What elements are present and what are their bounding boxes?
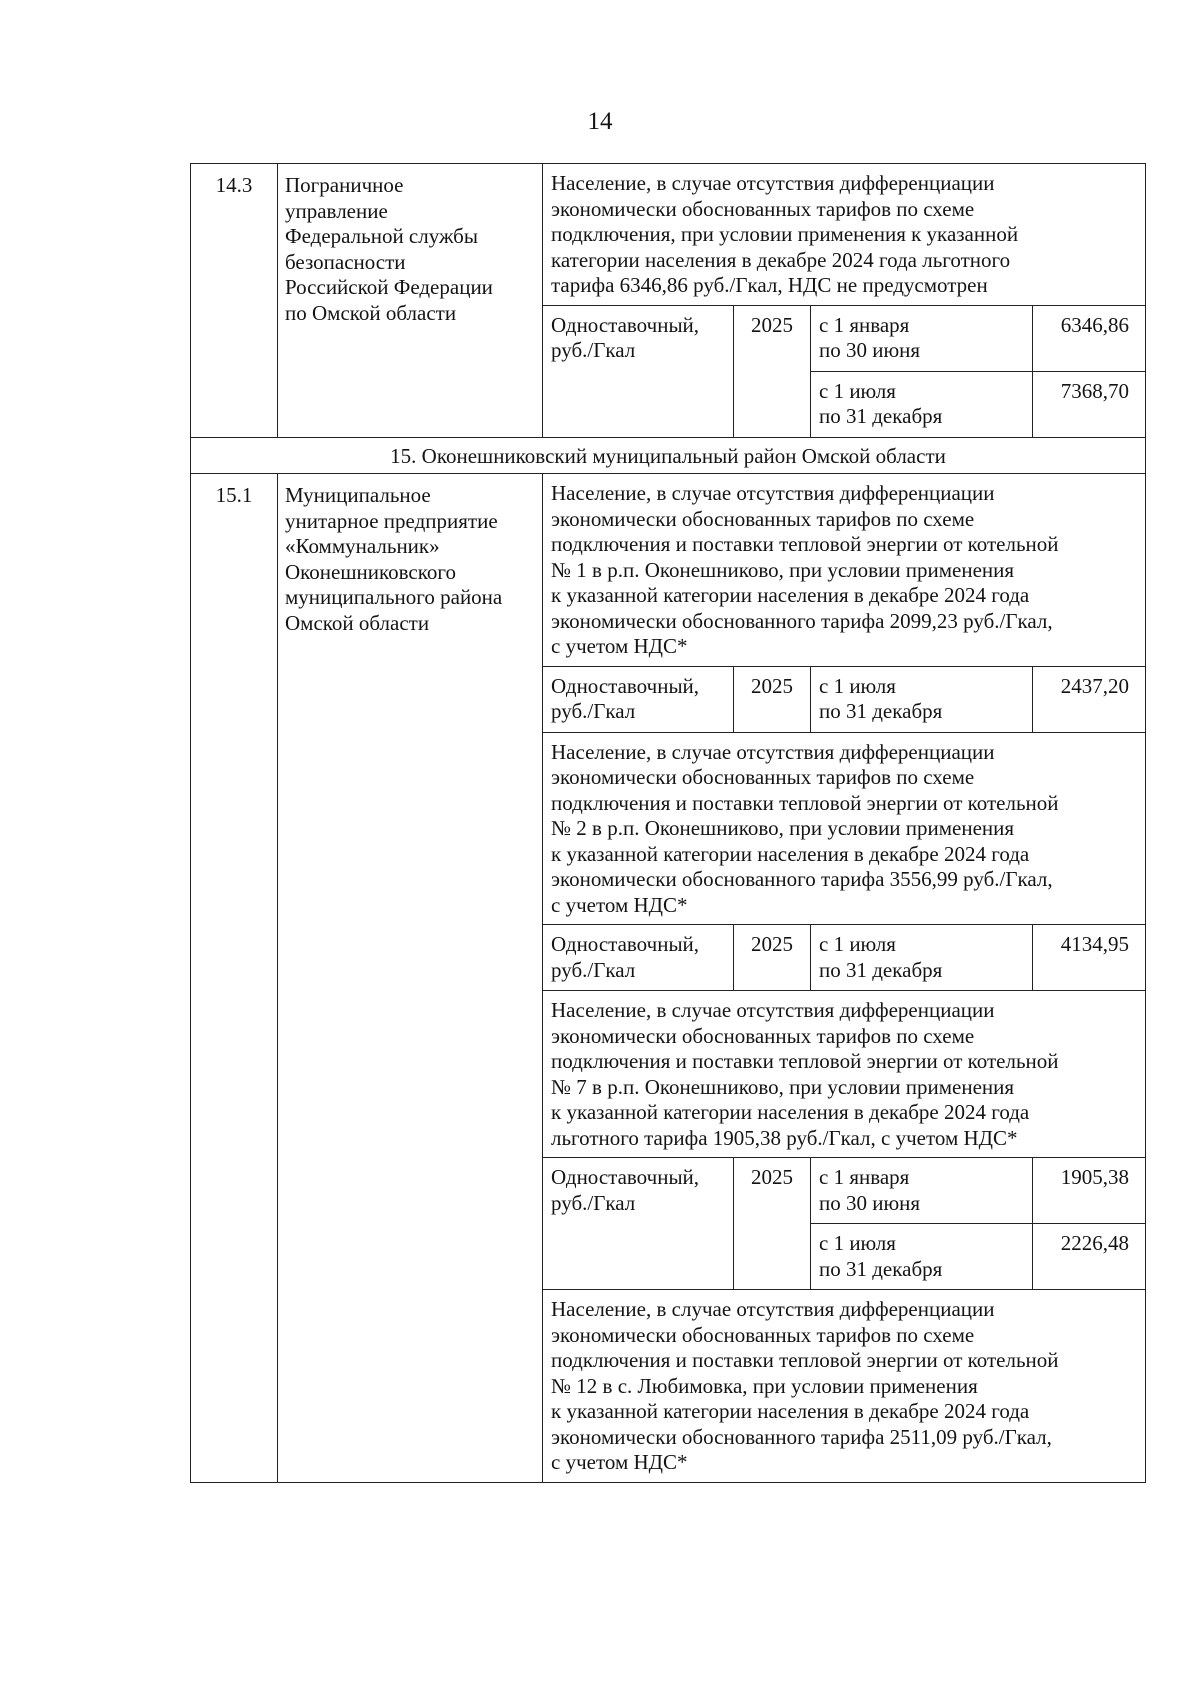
description-line: подключения и поставки тепловой энергии от котельной [551,1049,1059,1073]
description-line: экономически обоснованных тарифов по схеме [551,506,975,531]
organization-line: Оконешниковского [285,559,456,584]
organization-line: Федеральной службы [285,224,478,248]
description-line: экономически обоснованного тарифа 2511,09 руб./Гкал, [551,1424,1052,1449]
period-line: с 1 июля [819,378,896,403]
consumer-description [543,1290,1146,1483]
organization-line: Омской области [285,610,430,635]
description-line: к указанной категории населения в декабре 2024 года [551,583,1030,607]
organization-cell [278,164,543,438]
organization-cell [278,474,543,1483]
description-line: Население, в случае отсутствия дифференциации [551,1297,995,1321]
description-line: Население, в случае отсутствия дифференциации [551,739,995,764]
description-line: № 12 в с. Любимовка, при условии применения [551,1373,978,1398]
tariff-type-line: Одноставочный, [551,673,700,698]
row-number: 15.1 [191,474,278,1483]
period-line: по 31 декабря [819,957,943,982]
description-line: № 2 в р.п. Оконешниково, при условии применения [551,816,1015,840]
consumer-description [543,164,1146,306]
description-line: Население, в случае отсутствия дифференциации [551,171,995,195]
period-line: по 31 декабря [819,1256,943,1281]
tariff-period [811,666,1033,732]
tariff-type [543,666,734,732]
tariff-type-line: Одноставочный, [551,932,700,956]
description-line: к указанной категории населения в декабре 2024 года [551,1100,1030,1124]
tariff-year: 2025 [734,305,811,437]
description-line: подключения и поставки тепловой энергии от котельной [551,532,1059,556]
table-row [191,474,1146,667]
section-row [191,437,1146,474]
organization-line: Российской Федерации [285,275,493,299]
description-line: льготного тарифа 1905,38 руб./Гкал, с учетом НДС* [551,1125,1018,1150]
description-line: экономически обоснованных тарифов по схеме [551,196,975,221]
period-line: с 1 июля [819,673,896,698]
tariff-value: 4134,95 [1033,925,1146,991]
tariff-type [543,925,734,991]
description-line: подключения, при условии применения к указанной [551,222,1019,246]
tariff-value: 6346,86 [1033,305,1146,371]
description-line: подключения и поставки тепловой энергии от котельной [551,790,1059,815]
description-line: с учетом НДС* [551,634,688,658]
tariff-type-line: Одноставочный, [551,1165,700,1189]
description-line: экономически обоснованных тарифов по схеме [551,1023,975,1048]
tariff-value: 1905,38 [1033,1158,1146,1224]
tariff-type-line: руб./Гкал [551,338,636,362]
tariff-type-line: руб./Гкал [551,699,636,723]
organization-line: «Коммунальник» [285,534,440,558]
description-line: к указанной категории населения в декабре 2024 года [551,1399,1030,1423]
description-line: с учетом НДС* [551,1450,688,1474]
tariff-period [811,1224,1033,1290]
tariff-type [543,305,734,437]
table-row [191,164,1146,306]
consumer-description [543,474,1146,667]
tariff-period [811,1158,1033,1224]
period-line: по 31 декабря [819,404,943,428]
tariff-period [811,371,1033,437]
organization-line: муниципального района [285,585,503,609]
organization-line: Пограничное [285,173,404,197]
organization-line: безопасности [285,249,406,274]
period-line: с 1 июля [819,1231,896,1255]
description-line: с учетом НДС* [551,892,688,917]
section-title: 15. Оконешниковский муниципальный район Омской области [191,437,1146,474]
tariff-year: 2025 [734,1158,811,1290]
description-line: № 7 в р.п. Оконешниково, при условии применения [551,1074,1015,1099]
page-number: 14 [587,108,613,135]
description-line: подключения и поставки тепловой энергии от котельной [551,1348,1059,1372]
description-line: экономически обоснованного тарифа 2099,23 руб./Гкал, [551,608,1053,633]
description-line: экономически обоснованного тарифа 3556,99 руб./Гкал, [551,867,1053,891]
tariff-value: 7368,70 [1033,371,1146,437]
period-line: по 30 июня [819,1190,921,1215]
consumer-description [543,991,1146,1158]
row-number: 14.3 [191,164,278,438]
organization-line: Муниципальное [285,483,431,507]
description-line: Население, в случае отсутствия дифференциации [551,481,995,505]
tariff-year: 2025 [734,666,811,732]
period-line: с 1 января [819,312,910,337]
period-line: по 31 декабря [819,699,943,723]
organization-line: унитарное предприятие [285,508,498,533]
tariff-table [190,163,1146,1483]
tariff-period [811,925,1033,991]
consumer-description [543,732,1146,925]
period-line: по 30 июня [819,338,921,362]
description-line: категории населения в декабре 2024 года льготного [551,247,1011,272]
tariff-type-line: руб./Гкал [551,1190,636,1215]
period-line: с 1 января [819,1165,910,1189]
tariff-value: 2226,48 [1033,1224,1146,1290]
tariff-value: 2437,20 [1033,666,1146,732]
tariff-type-line: руб./Гкал [551,957,636,982]
tariff-type [543,1158,734,1290]
description-line: тарифа 6346,86 руб./Гкал, НДС не предусмотрен [551,273,988,297]
period-line: с 1 июля [819,932,896,956]
description-line: № 1 в р.п. Оконешниково, при условии применения [551,557,1015,582]
description-line: Население, в случае отсутствия дифференциации [551,998,995,1022]
description-line: экономически обоснованных тарифов по схеме [551,1322,975,1347]
organization-line: по Омской области [285,300,457,325]
tariff-period [811,305,1033,371]
organization-line: управление [285,198,388,223]
description-line: экономически обоснованных тарифов по схеме [551,765,975,789]
tariff-type-line: Одноставочный, [551,312,700,337]
tariff-year: 2025 [734,925,811,991]
description-line: к указанной категории населения в декабре 2024 года [551,841,1030,866]
